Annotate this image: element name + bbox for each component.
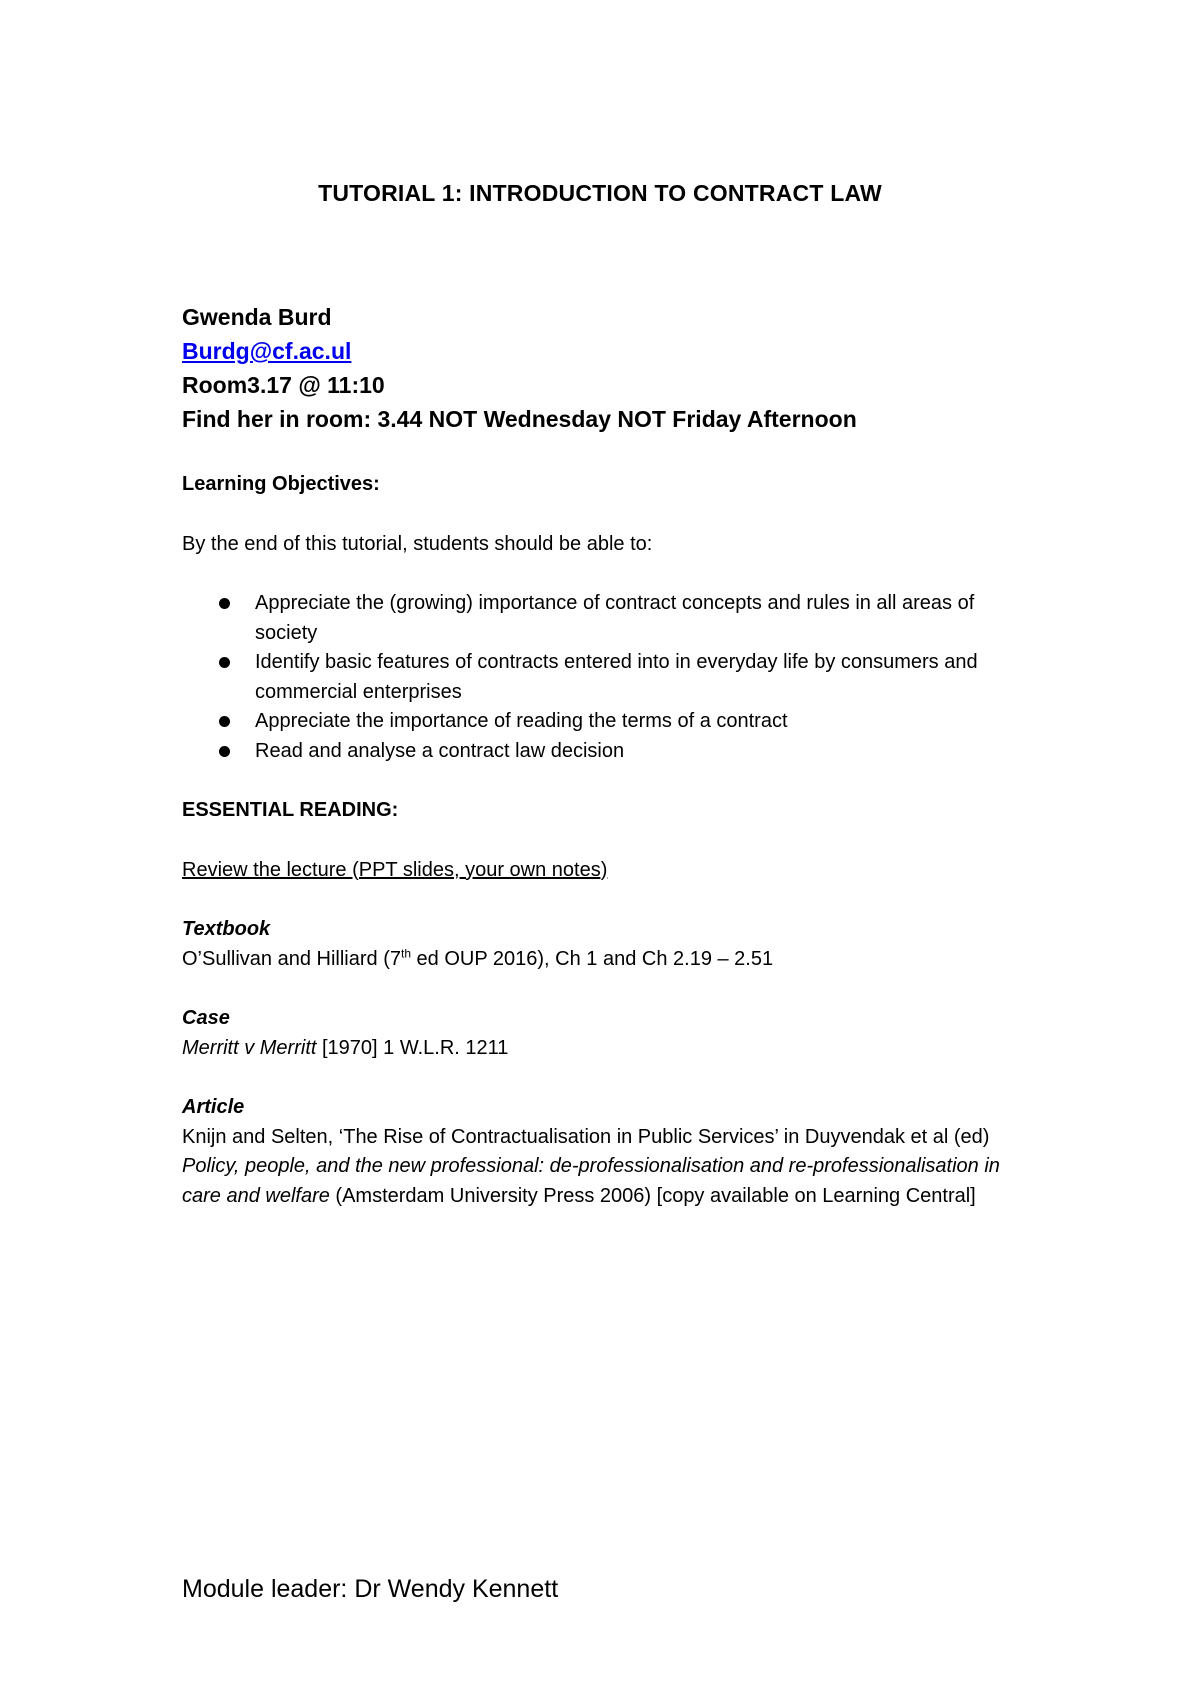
bullet-icon [219, 716, 230, 727]
contact-block [182, 300, 857, 436]
tutor-name: Gwenda Burd [182, 304, 332, 330]
textbook-text-after: ed OUP 2016), Ch 1 and Ch 2.19 – 2.51 [411, 947, 774, 970]
bullet-icon [219, 598, 230, 609]
article-text-after: (Amsterdam University Press 2006) [copy available on Learning Central] [329, 1184, 976, 1207]
module-leader-footer: Module leader: Dr Wendy Kennett [182, 1575, 559, 1603]
tutor-room: Room3.17 @ 11:10 [182, 372, 385, 398]
objective-text: Appreciate the (growing) importance of contract concepts and rules in all areas of society [255, 592, 975, 644]
article-label: Article [182, 1096, 245, 1118]
article-text-before: Knijn and Selten, ‘The Rise of Contractualisation in Public Services’ in Duyvendak et al (ed) [182, 1125, 990, 1148]
case-citation: [1970] 1 W.L.R. 1211 [316, 1036, 509, 1059]
textbook-text-before: O’Sullivan and Hilliard (7 [182, 947, 401, 970]
learning-objectives-heading: Learning Objectives: [182, 473, 380, 495]
textbook-reference [182, 945, 1042, 975]
list-item [182, 737, 1042, 767]
article-italic-title: Policy, people, and the new professional: de-professionalisation and re-professionalisation in care and welfare [182, 1155, 1000, 1207]
case-label: Case [182, 1007, 230, 1029]
textbook-superscript: th [400, 945, 411, 960]
bullet-icon [219, 746, 230, 757]
tutor-find-her: Find her in room: 3.44 NOT Wednesday NOT Friday Afternoon [182, 406, 857, 432]
bullet-icon [219, 657, 230, 668]
case-reference [182, 1034, 1042, 1064]
list-item [182, 707, 1042, 737]
article-reference [182, 1123, 1042, 1212]
textbook-label: Textbook [182, 918, 271, 940]
learning-objectives-intro: By the end of this tutorial, students should be able to: [182, 532, 653, 555]
objectives-list [182, 589, 1042, 766]
document-body [182, 470, 1042, 1211]
objective-text: Read and analyse a contract law decision [255, 739, 625, 762]
objective-text: Identify basic features of contracts entered into in everyday life by consumers and commercial enterprises [255, 651, 978, 703]
list-item [182, 648, 1042, 707]
review-lecture-text: Review the lecture (PPT slides, your own notes) [182, 858, 608, 881]
list-item [182, 589, 1042, 648]
essential-reading-heading: ESSENTIAL READING: [182, 799, 399, 821]
page-title: TUTORIAL 1: INTRODUCTION TO CONTRACT LAW [318, 180, 882, 206]
tutor-email-link[interactable]: Burdg@cf.ac.ul [182, 338, 352, 364]
objective-text: Appreciate the importance of reading the terms of a contract [255, 710, 788, 732]
case-name: Merritt v Merritt [182, 1036, 317, 1059]
